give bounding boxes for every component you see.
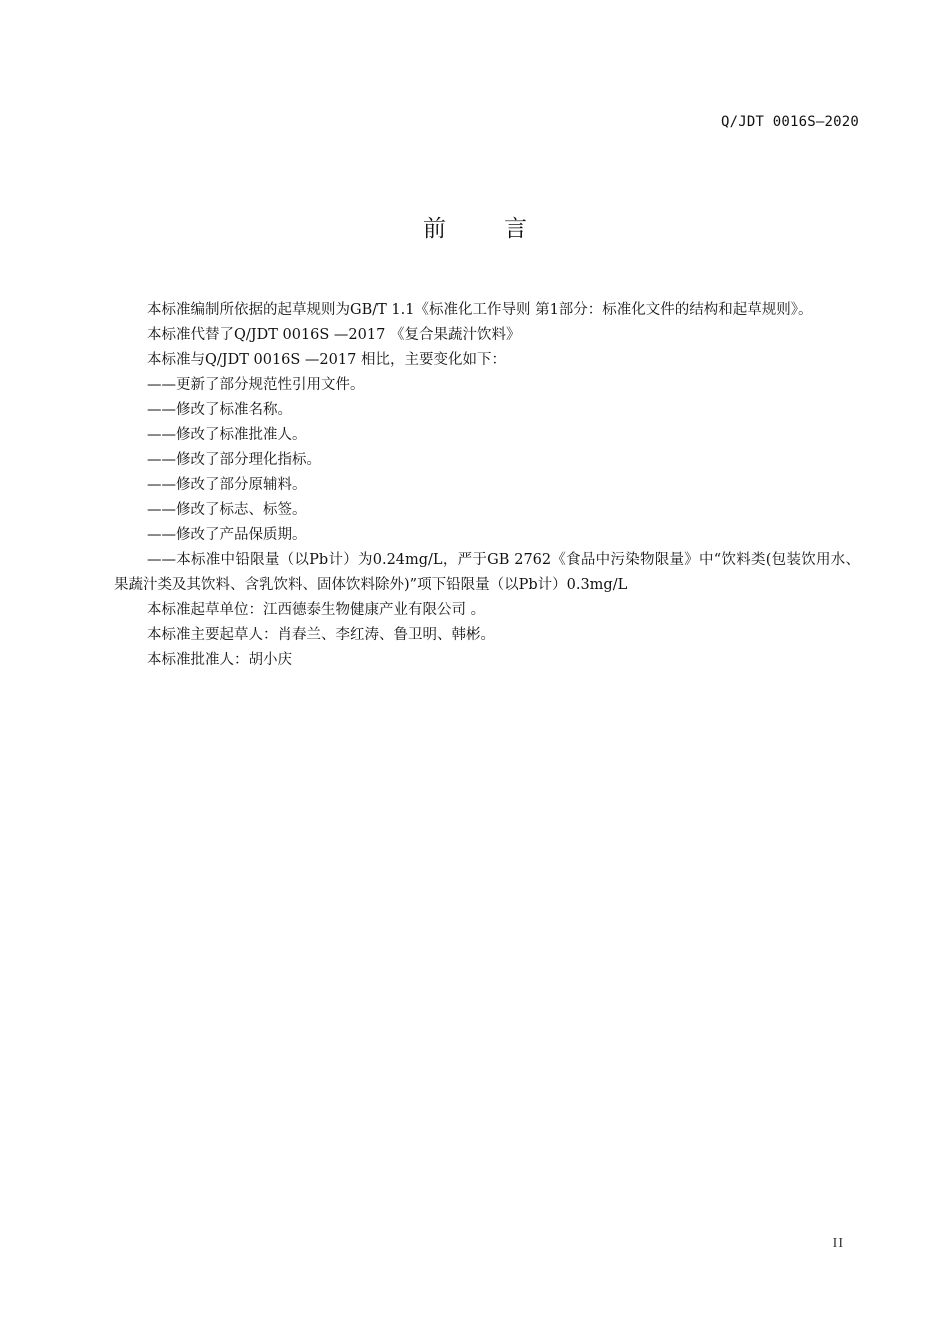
- foreword-body: [114, 298, 860, 673]
- list-item-change: ——修改了部分原辅料。: [147, 477, 307, 493]
- paragraph-changes-intro: 本标准与Q/JDT 0016S —2017 相比，主要变化如下：: [147, 352, 506, 368]
- paragraph-drafting-unit: 本标准起草单位：江西德泰生物健康产业有限公司 。: [147, 602, 486, 618]
- list-item-lead-limit: ——本标准中铅限量（以Pb计）为0.24mg/L，严于GB 2762《食品中污染物限量》中“饮料类(包装饮用水、果蔬汁类及其饮料、含乳饮料、固体饮料除外)”项下铅限量（以Pb计）0.3mg/L: [114, 552, 860, 593]
- title-char-2: 言: [504, 216, 527, 242]
- page-title: [0, 210, 950, 243]
- page-number: II: [832, 1236, 844, 1251]
- list-item-change: ——更新了部分规范性引用文件。: [147, 377, 365, 393]
- paragraph-drafters: 本标准主要起草人：肖春兰、李红涛、鲁卫明、韩彬。: [147, 627, 495, 643]
- list-item-change: ——修改了标准名称。: [147, 402, 292, 418]
- title-char-1: 前: [423, 216, 446, 242]
- paragraph-drafting-rules: 本标准编制所依据的起草规则为GB/T 1.1《标准化工作导则 第1部分：标准化文件的结构和起草规则》。: [147, 302, 813, 318]
- list-item-change: ——修改了产品保质期。: [147, 527, 307, 543]
- list-item-change: ——修改了部分理化指标。: [147, 452, 321, 468]
- paragraph-replaces: 本标准代替了Q/JDT 0016S —2017 《复合果蔬汁饮料》: [147, 327, 521, 343]
- list-item-change: ——修改了标准批准人。: [147, 427, 307, 443]
- list-item-change: ——修改了标志、标签。: [147, 502, 307, 518]
- standard-code: Q/JDT 0016S—2020: [720, 114, 859, 130]
- paragraph-approver: 本标准批准人：胡小庆: [147, 652, 292, 668]
